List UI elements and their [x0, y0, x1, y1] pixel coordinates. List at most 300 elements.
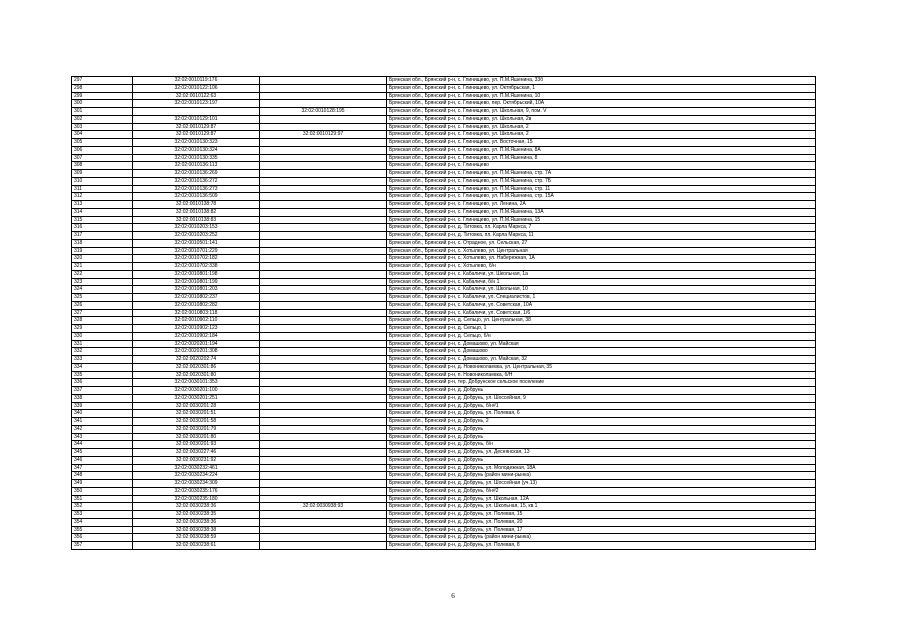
- cadastral-number-cell: 32:02:0010902:123: [133, 325, 260, 333]
- row-number-cell: 350: [72, 487, 133, 495]
- cadastral-number-cell: 32:02:0030201:93: [133, 441, 260, 449]
- related-cadastral-number-cell: [260, 278, 387, 286]
- row-number-cell: 321: [72, 263, 133, 271]
- related-cadastral-number-cell: [260, 487, 387, 495]
- cadastral-number-cell: 32:02:0010129:87: [133, 123, 260, 131]
- table-row: [72, 278, 816, 286]
- row-number-cell: 345: [72, 449, 133, 457]
- address-cell: Брянская обл., Брянский р-н, с. Домашово: [387, 348, 816, 356]
- row-number-cell: 297: [72, 77, 133, 85]
- related-cadastral-number-cell: [260, 371, 387, 379]
- cadastral-number-cell: [133, 108, 260, 116]
- related-cadastral-number-cell: [260, 239, 387, 247]
- cadastral-number-cell: 32:02:0010122:106: [133, 84, 260, 92]
- related-cadastral-number-cell: [260, 177, 387, 185]
- address-cell: Брянская обл., Брянский р-н, с. Кабаличи, ул. Советская, 10А: [387, 301, 816, 309]
- row-number-cell: 342: [72, 425, 133, 433]
- related-cadastral-number-cell: [260, 247, 387, 255]
- related-cadastral-number-cell: [260, 286, 387, 294]
- related-cadastral-number-cell: [260, 115, 387, 123]
- address-cell: Брянская обл., Брянский р-н, с. Кабаличи, ул. Советская, 1/6: [387, 309, 816, 317]
- row-number-cell: 306: [72, 146, 133, 154]
- address-cell: Брянская обл., Брянский р-н, с. Глинищево, ул. П.М.Яшенина, 15: [387, 216, 816, 224]
- related-cadastral-number-cell: [260, 84, 387, 92]
- row-number-cell: 326: [72, 301, 133, 309]
- row-number-cell: 334: [72, 363, 133, 371]
- related-cadastral-number-cell: [260, 472, 387, 480]
- table-row: [72, 394, 816, 402]
- table-row: [72, 177, 816, 185]
- address-cell: Брянская обл., Брянский р-н, д. Добрунь, ул. Полевая, 8: [387, 542, 816, 550]
- row-number-cell: 308: [72, 162, 133, 170]
- cadastral-number-cell: 32:02:0010130:324: [133, 146, 260, 154]
- cadastral-number-cell: 32:02:0010802:237: [133, 294, 260, 302]
- row-number-cell: 315: [72, 216, 133, 224]
- address-cell: Брянская обл., Брянский р-н, с. Глинищево, ул. П.М.Яшенина, 8А: [387, 146, 816, 154]
- cadastral-number-cell: 32:02:0030234:309: [133, 480, 260, 488]
- table-row: [72, 511, 816, 519]
- cadastral-number-cell: 32:02:0020202:74: [133, 356, 260, 364]
- address-cell: Брянская обл., Брянский р-н, п. Новониколаевка, б/Н: [387, 371, 816, 379]
- related-cadastral-number-cell: [260, 495, 387, 503]
- table-row: [72, 263, 816, 271]
- address-cell: Брянская обл., Брянский р-н, с. Глинищево, ул. Восточная, 15: [387, 139, 816, 147]
- table-row: [72, 92, 816, 100]
- row-number-cell: 349: [72, 480, 133, 488]
- cadastral-number-cell: 32:02:0010136:269: [133, 170, 260, 178]
- related-cadastral-number-cell: [260, 456, 387, 464]
- table-row: [72, 518, 816, 526]
- cadastral-number-cell: 32:02:0030231:92: [133, 456, 260, 464]
- row-number-cell: 330: [72, 332, 133, 340]
- table-row: [72, 503, 816, 511]
- cadastral-number-cell: 32:02:0030238:36: [133, 503, 260, 511]
- cadastral-number-cell: 32:02:0030235:176: [133, 487, 260, 495]
- table-row: [72, 123, 816, 131]
- cadastral-number-cell: 32:02:0010902:110: [133, 317, 260, 325]
- row-number-cell: 324: [72, 286, 133, 294]
- table-row: [72, 332, 816, 340]
- related-cadastral-number-cell: [260, 146, 387, 154]
- address-cell: Брянская обл., Брянский р-н, д. Добрунь, ул. Полевая, 20: [387, 518, 816, 526]
- table-row: [72, 108, 816, 116]
- row-number-cell: 299: [72, 92, 133, 100]
- row-number-cell: 352: [72, 503, 133, 511]
- related-cadastral-number-cell: [260, 394, 387, 402]
- table-row: [72, 317, 816, 325]
- row-number-cell: 336: [72, 379, 133, 387]
- address-cell: Брянская обл., Брянский р-н, д. Добрунь (район мини-рынка): [387, 472, 816, 480]
- table-row: [72, 425, 816, 433]
- cadastral-number-cell: 32:02:0010136:273: [133, 185, 260, 193]
- related-cadastral-number-cell: [260, 208, 387, 216]
- related-cadastral-number-cell: [260, 193, 387, 201]
- related-cadastral-number-cell: [260, 92, 387, 100]
- related-cadastral-number-cell: [260, 348, 387, 356]
- table-row: [72, 325, 816, 333]
- row-number-cell: 328: [72, 317, 133, 325]
- cadastral-number-cell: 32:02:0010130:323: [133, 139, 260, 147]
- table-row: [72, 216, 816, 224]
- row-number-cell: 329: [72, 325, 133, 333]
- row-number-cell: 332: [72, 348, 133, 356]
- cadastral-number-cell: 32:02:0030201:51: [133, 410, 260, 418]
- related-cadastral-number-cell: [260, 449, 387, 457]
- address-cell: Брянская обл., Брянский р-н, с. Кабаличи, ул. Специалистов, 1: [387, 294, 816, 302]
- table-row: [72, 542, 816, 550]
- row-number-cell: 307: [72, 154, 133, 162]
- address-cell: Брянская обл., Брянский р-н, с. Глинищево, ул. П.М.Яшенина, 8: [387, 154, 816, 162]
- address-cell: Брянская обл., Брянский р-н, с. Глинищево, ул. П.М.Яшенина, 33б: [387, 77, 816, 85]
- related-cadastral-number-cell: [260, 332, 387, 340]
- cadastral-number-cell: 32:02:0020301:80: [133, 371, 260, 379]
- cadastral-objects-table: [71, 76, 816, 550]
- address-cell: Брянская обл., Брянский р-н, с. Кабаличи, ул. Школьная, 10: [387, 286, 816, 294]
- cadastral-number-cell: 32:02:0010123:197: [133, 100, 260, 108]
- related-cadastral-number-cell: [260, 363, 387, 371]
- table-row: [72, 84, 816, 92]
- row-number-cell: 348: [72, 472, 133, 480]
- related-cadastral-number-cell: 32:02:0010128:195: [260, 108, 387, 116]
- cadastral-number-cell: 32:02:0010130:335: [133, 154, 260, 162]
- row-number-cell: 340: [72, 410, 133, 418]
- address-cell: Брянская обл., Брянский р-н, д. Добрунь, ул. Молодежная, 18А: [387, 464, 816, 472]
- related-cadastral-number-cell: [260, 526, 387, 534]
- table-row: [72, 170, 816, 178]
- cadastral-number-cell: 32:02:0010136:509: [133, 193, 260, 201]
- row-number-cell: 311: [72, 185, 133, 193]
- table-row: [72, 472, 816, 480]
- related-cadastral-number-cell: [260, 216, 387, 224]
- row-number-cell: 333: [72, 356, 133, 364]
- table-row: [72, 77, 816, 85]
- row-number-cell: 344: [72, 441, 133, 449]
- cadastral-number-cell: 32:02:0020301:86: [133, 363, 260, 371]
- related-cadastral-number-cell: [260, 263, 387, 271]
- row-number-cell: 305: [72, 139, 133, 147]
- address-cell: Брянская обл., Брянский р-н, д. Добрунь, б/н#1: [387, 402, 816, 410]
- cadastral-number-cell: 32:02:0030235:180: [133, 495, 260, 503]
- related-cadastral-number-cell: [260, 379, 387, 387]
- related-cadastral-number-cell: [260, 224, 387, 232]
- cadastral-number-cell: 32:02:0010501:141: [133, 239, 260, 247]
- row-number-cell: 310: [72, 177, 133, 185]
- row-number-cell: 318: [72, 239, 133, 247]
- table-row: [72, 270, 816, 278]
- address-cell: Брянская обл., Брянский р-н, д. Добрунь, ул. Полевая, 6: [387, 410, 816, 418]
- related-cadastral-number-cell: [260, 154, 387, 162]
- related-cadastral-number-cell: [260, 270, 387, 278]
- cadastral-number-cell: 32:02:0010122:63: [133, 92, 260, 100]
- cadastral-number-cell: 32:02:0010203:153: [133, 224, 260, 232]
- row-number-cell: 322: [72, 270, 133, 278]
- address-cell: Брянская обл., Брянский р-н, с. Глинищево, ул. Школьная, 2: [387, 123, 816, 131]
- table-row: [72, 449, 816, 457]
- row-number-cell: 353: [72, 511, 133, 519]
- related-cadastral-number-cell: [260, 201, 387, 209]
- related-cadastral-number-cell: [260, 340, 387, 348]
- table-row: [72, 154, 816, 162]
- related-cadastral-number-cell: [260, 309, 387, 317]
- cadastral-number-cell: 32:02:0030238:36: [133, 518, 260, 526]
- row-number-cell: 320: [72, 255, 133, 263]
- table-row: [72, 418, 816, 426]
- row-number-cell: 357: [72, 542, 133, 550]
- table-row: [72, 309, 816, 317]
- cadastral-number-cell: 32:02:0010902:184: [133, 332, 260, 340]
- related-cadastral-number-cell: [260, 325, 387, 333]
- table-row: [72, 294, 816, 302]
- table-row: [72, 526, 816, 534]
- cadastral-number-cell: 32:02:0030201:58: [133, 418, 260, 426]
- address-cell: Брянская обл., Брянский р-н, д. Добрунь, ул. Полевая, 15: [387, 511, 816, 519]
- table-row: [72, 208, 816, 216]
- address-cell: Брянская обл., Брянский р-н, с. Глинищево, ул. Школьная, 2в: [387, 115, 816, 123]
- cadastral-number-cell: 32:02:0030238:38: [133, 526, 260, 534]
- table-row: [72, 387, 816, 395]
- address-cell: Брянская обл., Брянский р-н, с. Глинищево, ул. П.М.Яшенина, стр. 7Б: [387, 177, 816, 185]
- related-cadastral-number-cell: [260, 100, 387, 108]
- cadastral-number-cell: 32:02:0010702:338: [133, 263, 260, 271]
- address-cell: Брянская обл., Брянский р-н, с. Кабаличи, ул. Школьная, 1а: [387, 270, 816, 278]
- address-cell: Брянская обл., Брянский р-н, д. Сельцо, б/н: [387, 332, 816, 340]
- table-row: [72, 410, 816, 418]
- row-number-cell: 317: [72, 232, 133, 240]
- address-cell: Брянская обл., Брянский р-н, с. Домашово, ул. Майская: [387, 340, 816, 348]
- address-cell: Брянская обл., Брянский р-н, с. Глинищево, ул. П.М.Яшенина, 10: [387, 92, 816, 100]
- table-row: [72, 224, 816, 232]
- table-row: [72, 139, 816, 147]
- table-row: [72, 487, 816, 495]
- related-cadastral-number-cell: [260, 425, 387, 433]
- address-cell: Брянская обл., Брянский р-н, д. Добрунь, 2: [387, 418, 816, 426]
- table-row: [72, 146, 816, 154]
- address-cell: Брянская обл., Брянский р-н, с. Глинищево, ул. Школьная, 9, пом. V: [387, 108, 816, 116]
- cadastral-number-cell: 32:02:0020201:194: [133, 340, 260, 348]
- row-number-cell: 319: [72, 247, 133, 255]
- table-row: [72, 193, 816, 201]
- address-cell: Брянская обл., Брянский р-н, д. Добрунь, б/н: [387, 441, 816, 449]
- row-number-cell: 312: [72, 193, 133, 201]
- cadastral-number-cell: 32:02:0010136:113: [133, 162, 260, 170]
- related-cadastral-number-cell: [260, 464, 387, 472]
- row-number-cell: 335: [72, 371, 133, 379]
- address-cell: Брянская обл., Брянский р-н, д. Добрунь, ул. Деснянская, 13: [387, 449, 816, 457]
- row-number-cell: 339: [72, 402, 133, 410]
- table-row: [72, 247, 816, 255]
- cadastral-number-cell: 32:02:0010801:203: [133, 286, 260, 294]
- row-number-cell: 341: [72, 418, 133, 426]
- cadastral-number-cell: 32:02:0010129:87: [133, 131, 260, 139]
- row-number-cell: 343: [72, 433, 133, 441]
- row-number-cell: 301: [72, 108, 133, 116]
- related-cadastral-number-cell: [260, 402, 387, 410]
- address-cell: Брянская обл., Брянский р-н, с. Глинищево: [387, 162, 816, 170]
- related-cadastral-number-cell: [260, 123, 387, 131]
- address-cell: Брянская обл., Брянский р-н, с. Глинищево, ул. П.М.Яшенина, стр. 7А: [387, 170, 816, 178]
- row-number-cell: 302: [72, 115, 133, 123]
- address-cell: Брянская обл., Брянский р-н, д. Титовка, пл. Карла Маркса, 11: [387, 232, 816, 240]
- address-cell: Брянская обл., Брянский р-н, с. Отрадное, ул. Сельская, 27: [387, 239, 816, 247]
- related-cadastral-number-cell: [260, 185, 387, 193]
- row-number-cell: 338: [72, 394, 133, 402]
- cadastral-number-cell: 32:02:0010801:199: [133, 278, 260, 286]
- row-number-cell: 325: [72, 294, 133, 302]
- address-cell: Брянская обл., Брянский р-н, с. Глинищево, ул. П.М.Яшенина, стр. 11: [387, 185, 816, 193]
- cadastral-number-cell: 32:02:0010801:198: [133, 270, 260, 278]
- related-cadastral-number-cell: [260, 511, 387, 519]
- cadastral-number-cell: 32:02:0030232:461: [133, 464, 260, 472]
- cadastral-number-cell: 32:02:0030238:59: [133, 534, 260, 542]
- address-cell: Брянская обл., Брянский р-н, д. Добрунь, ул. Шоссейная, 9: [387, 394, 816, 402]
- cadastral-number-cell: 32:02:0010129:101: [133, 115, 260, 123]
- cadastral-number-cell: 32:02:0020201:308: [133, 348, 260, 356]
- address-cell: Брянская обл., Брянский р-н, с. Глинищево, ул. Школьная, 2: [387, 131, 816, 139]
- address-cell: Брянская обл., Брянский р-н, д. Добрунь: [387, 456, 816, 464]
- cadastral-number-cell: 32:02:0030201:80: [133, 433, 260, 441]
- address-cell: Брянская обл., Брянский р-н, с. Хотылево, ул. Набережная, 1А: [387, 255, 816, 263]
- address-cell: Брянская обл., Брянский р-н, д. Добрунь: [387, 433, 816, 441]
- table-row: [72, 363, 816, 371]
- address-cell: Брянская обл., Брянский р-н, с. Глинищево, ул. Октябрьская, 1: [387, 84, 816, 92]
- table-row: [72, 255, 816, 263]
- related-cadastral-number-cell: [260, 301, 387, 309]
- row-number-cell: 337: [72, 387, 133, 395]
- row-number-cell: 298: [72, 84, 133, 92]
- address-cell: Брянская обл., Брянский р-н, д. Сельцо, 1: [387, 325, 816, 333]
- table-row: [72, 100, 816, 108]
- related-cadastral-number-cell: [260, 441, 387, 449]
- related-cadastral-number-cell: [260, 542, 387, 550]
- related-cadastral-number-cell: [260, 518, 387, 526]
- table-row: [72, 356, 816, 364]
- address-cell: Брянская обл., Брянский р-н, с. Глинищево, ул. П.М.Яшенина, 13А: [387, 208, 816, 216]
- row-number-cell: 347: [72, 464, 133, 472]
- cadastral-number-cell: 32:02:0010138:83: [133, 216, 260, 224]
- row-number-cell: 351: [72, 495, 133, 503]
- related-cadastral-number-cell: [260, 418, 387, 426]
- cadastral-number-cell: 32:02:0010138:82: [133, 208, 260, 216]
- related-cadastral-number-cell: 32:02:0030938:93: [260, 503, 387, 511]
- cadastral-number-cell: 32:02:0030101:353: [133, 379, 260, 387]
- address-cell: Брянская обл., Брянский р-н, д. Добрунь, ул. Школьная, 15, кв.1: [387, 503, 816, 511]
- row-number-cell: 314: [72, 208, 133, 216]
- table-row: [72, 371, 816, 379]
- cadastral-number-cell: 32:02:0010203:252: [133, 232, 260, 240]
- table-row: [72, 301, 816, 309]
- address-cell: Брянская обл., Брянский р-н, д. Новониколаевка, ул. Центральная, 35: [387, 363, 816, 371]
- address-cell: Брянская обл., Брянский р-н, тер. Добрунское сельское поселение: [387, 379, 816, 387]
- table-row: [72, 495, 816, 503]
- cadastral-number-cell: 32:02:0030234:224: [133, 472, 260, 480]
- row-number-cell: 316: [72, 224, 133, 232]
- address-cell: Брянская обл., Брянский р-н, д. Добрунь (район мини-рынка): [387, 534, 816, 542]
- cadastral-number-cell: 32:02:0030201:251: [133, 394, 260, 402]
- cadastral-number-cell: 32:02:0030201:79: [133, 425, 260, 433]
- related-cadastral-number-cell: [260, 356, 387, 364]
- address-cell: Брянская обл., Брянский р-н, с. Домашово, ул. Майская, 32: [387, 356, 816, 364]
- cadastral-number-cell: 32:02:0010702:182: [133, 255, 260, 263]
- cadastral-number-cell: 32:02:0030238:61: [133, 542, 260, 550]
- row-number-cell: 331: [72, 340, 133, 348]
- row-number-cell: 354: [72, 518, 133, 526]
- address-cell: Брянская обл., Брянский р-н, с. Кабаличи, б/н 1: [387, 278, 816, 286]
- table-body: [72, 77, 816, 550]
- related-cadastral-number-cell: 32:02:0010129:97: [260, 131, 387, 139]
- table-row: [72, 480, 816, 488]
- related-cadastral-number-cell: [260, 294, 387, 302]
- related-cadastral-number-cell: [260, 534, 387, 542]
- address-cell: Брянская обл., Брянский р-н, д. Добрунь, б/н#2: [387, 487, 816, 495]
- table-row: [72, 115, 816, 123]
- address-cell: Брянская обл., Брянский р-н, с. Хотылево, ул. Центральная: [387, 247, 816, 255]
- cadastral-number-cell: 32:02:0010701:229: [133, 247, 260, 255]
- table-row: [72, 201, 816, 209]
- table-row: [72, 379, 816, 387]
- table-row: [72, 464, 816, 472]
- table-row: [72, 340, 816, 348]
- table-row: [72, 286, 816, 294]
- cadastral-number-cell: 32:02:0010138:78: [133, 201, 260, 209]
- table-row: [72, 162, 816, 170]
- table-row: [72, 131, 816, 139]
- cadastral-number-cell: 32:02:0030201:100: [133, 387, 260, 395]
- table-row: [72, 239, 816, 247]
- cadastral-number-cell: 32:02:0030227:46: [133, 449, 260, 457]
- row-number-cell: 355: [72, 526, 133, 534]
- address-cell: Брянская обл., Брянский р-н, д. Добрунь: [387, 425, 816, 433]
- table-row: [72, 456, 816, 464]
- related-cadastral-number-cell: [260, 433, 387, 441]
- related-cadastral-number-cell: [260, 139, 387, 147]
- row-number-cell: 300: [72, 100, 133, 108]
- address-cell: Брянская обл., Брянский р-н, с. Хотылево, б/н: [387, 263, 816, 271]
- table-row: [72, 232, 816, 240]
- address-cell: Брянская обл., Брянский р-н, д. Добрунь, ул. Шоссейная (уч.13): [387, 480, 816, 488]
- table-row: [72, 348, 816, 356]
- address-cell: Брянская обл., Брянский р-н, д. Добрунь, ул. Школьная, 12А: [387, 495, 816, 503]
- page-number: 6: [451, 592, 455, 600]
- address-cell: Брянская обл., Брянский р-н, д. Сельцо, ул. Центральная, 38: [387, 317, 816, 325]
- address-cell: Брянская обл., Брянский р-н, с. Глинищево, ул. П.М.Яшенина, стр. 15А: [387, 193, 816, 201]
- related-cadastral-number-cell: [260, 232, 387, 240]
- table-row: [72, 534, 816, 542]
- cadastral-number-cell: 32:02:0030201:28: [133, 402, 260, 410]
- related-cadastral-number-cell: [260, 387, 387, 395]
- related-cadastral-number-cell: [260, 480, 387, 488]
- cadastral-number-cell: 32:02:0010119:176: [133, 77, 260, 85]
- row-number-cell: 346: [72, 456, 133, 464]
- cadastral-number-cell: 32:02:0030238:35: [133, 511, 260, 519]
- row-number-cell: 356: [72, 534, 133, 542]
- address-cell: Брянская обл., Брянский р-н, д. Добрунь: [387, 387, 816, 395]
- table-row: [72, 433, 816, 441]
- table-row: [72, 402, 816, 410]
- table-row: [72, 185, 816, 193]
- related-cadastral-number-cell: [260, 77, 387, 85]
- row-number-cell: 323: [72, 278, 133, 286]
- cadastral-number-cell: 32:02:0010802:282: [133, 301, 260, 309]
- related-cadastral-number-cell: [260, 162, 387, 170]
- address-cell: Брянская обл., Брянский р-н, д. Титовка, пл. Карла Маркса, 7: [387, 224, 816, 232]
- related-cadastral-number-cell: [260, 255, 387, 263]
- address-cell: Брянская обл., Брянский р-н, с. Глинищево, пер. Октябрьский, 10А: [387, 100, 816, 108]
- address-cell: Брянская обл., Брянский р-н, д. Добрунь, ул. Полевая, 17: [387, 526, 816, 534]
- row-number-cell: 313: [72, 201, 133, 209]
- cadastral-number-cell: 32:02:0010803:118: [133, 309, 260, 317]
- related-cadastral-number-cell: [260, 170, 387, 178]
- related-cadastral-number-cell: [260, 410, 387, 418]
